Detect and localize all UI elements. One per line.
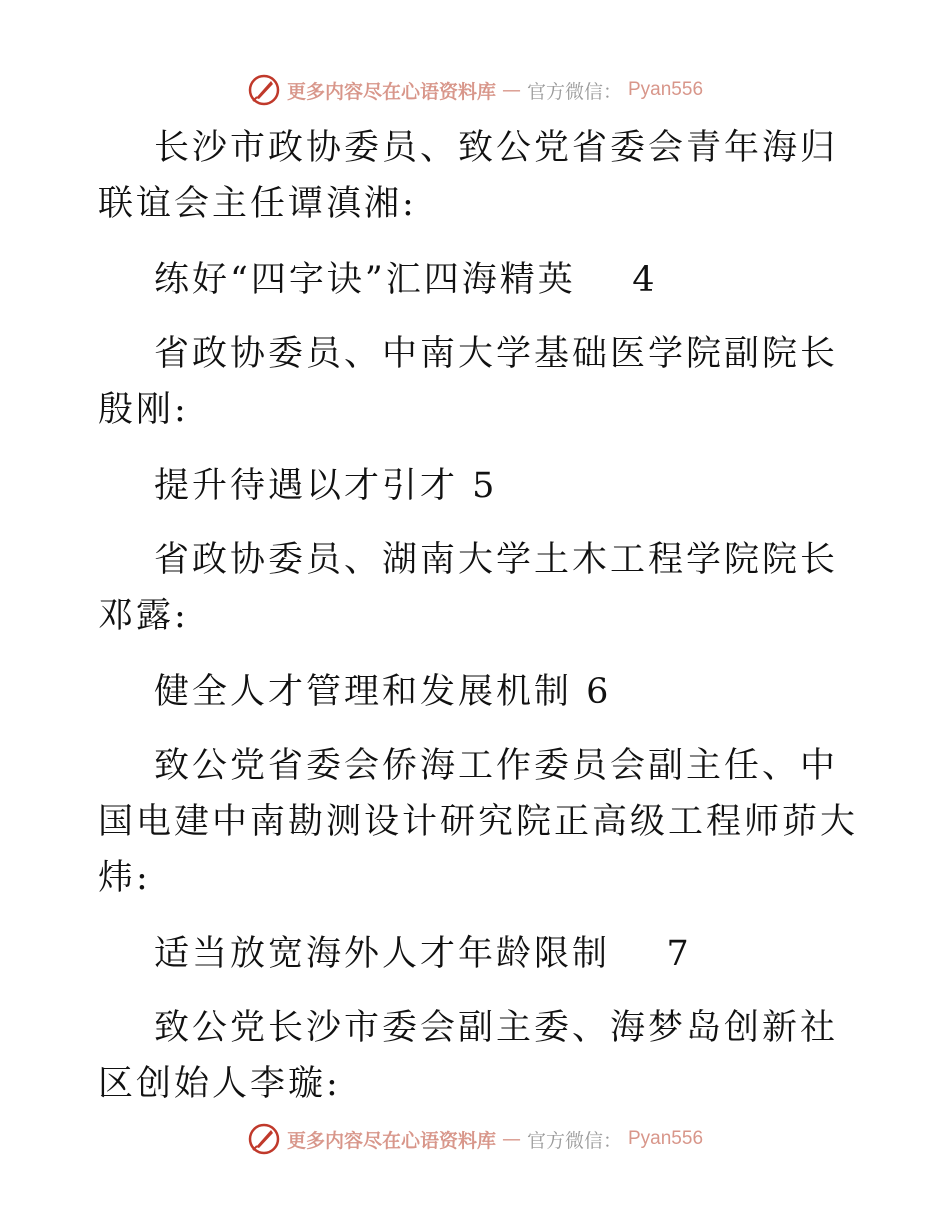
watermark-wechat-id: Pyan556 — [628, 1128, 704, 1149]
speaker-line: 长沙市政协委员、致公党省委会青年海归联谊会主任谭滇湘: — [98, 128, 839, 224]
document-body — [98, 120, 858, 1132]
speaker-line: 省政协委员、中南大学基础医学院副院长殷刚: — [98, 334, 839, 430]
speaker-line: 致公党长沙市委会副主委、海梦岛创新社区创始人李璇: — [98, 1008, 839, 1104]
watermark-text: 更多内容尽在心语资料库 — [286, 80, 496, 103]
header-watermark — [0, 70, 950, 110]
footer-watermark — [0, 1119, 950, 1159]
quill-logo-icon — [247, 1122, 281, 1156]
quill-logo-icon — [247, 73, 281, 107]
speaker-line: 省政协委员、湖南大学土木工程学院院长邓露: — [98, 540, 839, 636]
topic-line: 提升待遇以才引才 5 — [154, 466, 498, 506]
watermark-dash: — — [501, 79, 521, 101]
watermark-dash: — — [501, 1128, 521, 1150]
topic-line: 练好“四字诀”汇四海精英 4 — [154, 260, 658, 300]
watermark-wechat-id: Pyan556 — [628, 79, 704, 100]
topic-line: 适当放宽海外人才年龄限制 7 — [154, 934, 692, 974]
watermark-label: 官方微信： — [526, 80, 622, 103]
watermark-text: 更多内容尽在心语资料库 — [286, 1129, 496, 1152]
topic-line: 健全人才管理和发展机制 6 — [154, 672, 612, 712]
watermark-label: 官方微信： — [526, 1129, 622, 1152]
speaker-line: 致公党省委会侨海工作委员会副主任、中国电建中南勘测设计研究院正高级工程师茆大炜: — [98, 746, 859, 898]
